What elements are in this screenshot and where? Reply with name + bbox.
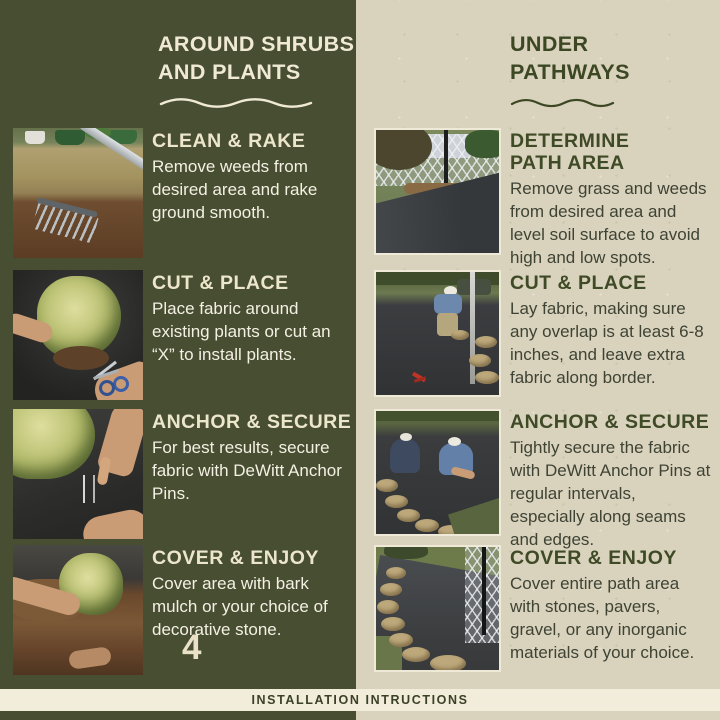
- photo-securing-fabric: [374, 409, 501, 536]
- worker-shirt-shape: [434, 294, 462, 314]
- step-body: Cover entire path area with stones, pavers, gravel, or any inorganic materials of your choice.: [510, 574, 695, 662]
- page-number: 4: [182, 628, 202, 667]
- stone-shape: [451, 330, 469, 340]
- stone-shape: [402, 647, 430, 662]
- step-title: [510, 547, 711, 569]
- stone-shape: [386, 567, 406, 579]
- left-heading-line1: AROUND SHRUBS: [158, 32, 355, 56]
- left-step-4-text: [152, 547, 353, 641]
- step-body: Lay fabric, making sure any overlap is at least 6-8 inches, and leave extra fabric along border.: [510, 299, 704, 387]
- left-column-heading: [158, 30, 354, 86]
- photo-spreading-mulch: [13, 545, 143, 675]
- step-title: [510, 272, 711, 294]
- worker-hat-shape: [448, 437, 461, 446]
- hand-shape: [68, 646, 112, 670]
- step-body: Remove weeds from desired area and rake ground smooth.: [152, 157, 318, 222]
- step-body: For best results, secure fabric with DeWitt Anchor Pins.: [152, 438, 342, 503]
- white-pot-shape: [25, 131, 45, 144]
- fence-post-shape: [482, 547, 486, 635]
- stone-shape: [376, 479, 398, 492]
- step-title-line1: ANCHOR & SECURE: [510, 411, 710, 433]
- stone-shape: [389, 633, 413, 647]
- stone-shape: [469, 354, 491, 367]
- stone-shape: [380, 583, 402, 596]
- rake-head-shape: [30, 197, 98, 243]
- photo-fabric-by-fence: [374, 128, 501, 255]
- photo-laying-fabric: [374, 270, 501, 397]
- stone-shape: [381, 617, 405, 631]
- right-heading-line1: UNDER: [510, 32, 589, 56]
- step-title: [510, 411, 711, 433]
- step-body: Place fabric around existing plants or cut an “X” to install plants.: [152, 299, 331, 364]
- footer-bar: [0, 689, 720, 711]
- right-heading-line2: PATHWAYS: [510, 60, 630, 84]
- step-body: Cover area with bark mulch or your choice of decorative stone.: [152, 574, 328, 639]
- right-step-3-text: [510, 411, 711, 551]
- anchor-pin-shape: [83, 475, 95, 503]
- step-body: Tightly secure the fabric with DeWitt Anchor Pins at regular intervals, especially along seams and edges.: [510, 438, 711, 549]
- stone-shape: [385, 495, 408, 508]
- left-step-1-text: [152, 130, 353, 224]
- post-shape: [470, 272, 475, 384]
- right-step-4-text: [510, 547, 711, 664]
- step-title: CLEAN & RAKE: [152, 130, 306, 152]
- footer-label: INSTALLATION INTRUCTIONS: [251, 693, 469, 707]
- step-title: COVER & ENJOY: [152, 547, 319, 569]
- stone-shape: [475, 336, 497, 348]
- right-step-1-text: [510, 130, 711, 269]
- scissors-handle-shape: [113, 376, 129, 392]
- right-column-heading: [510, 30, 630, 86]
- hedge-shape: [376, 411, 499, 421]
- photo-shrub-fabric-scissors: [13, 270, 143, 400]
- left-step-2-text: [152, 272, 353, 366]
- step-title: CUT & PLACE: [152, 272, 289, 294]
- photo-finished-path: [374, 545, 501, 672]
- grass-patch-shape: [448, 495, 501, 536]
- worker-hat-shape: [400, 433, 412, 441]
- stone-shape: [377, 600, 399, 614]
- scissors-handle-shape: [99, 380, 115, 396]
- left-heading-line2: AND PLANTS: [158, 60, 301, 84]
- wavy-divider-right: [510, 96, 616, 110]
- step-title-line1: DETERMINE: [510, 130, 630, 152]
- wavy-divider-left: [158, 96, 314, 110]
- left-step-3-text: [152, 411, 353, 505]
- step-body: Remove grass and weeds from desired area and level soil surface to avoid high and low spots.: [510, 179, 707, 267]
- stone-shape: [397, 509, 420, 522]
- soil-circle-shape: [53, 346, 109, 370]
- worker-figure-shape: [390, 439, 420, 473]
- green-pot-shape: [55, 130, 85, 145]
- step-title-line2: PATH AREA: [510, 152, 625, 174]
- stone-shape: [475, 371, 499, 384]
- hedge-shape: [465, 130, 501, 158]
- shrub-shape: [13, 409, 95, 479]
- step-title-line1: COVER & ENJOY: [510, 547, 677, 569]
- hand-shape: [80, 507, 143, 539]
- stone-shape: [415, 519, 439, 532]
- step-title: ANCHOR & SECURE: [152, 411, 352, 433]
- step-title: [510, 130, 711, 174]
- step-title-line1: CUT & PLACE: [510, 272, 647, 294]
- right-step-2-text: [510, 272, 711, 389]
- stone-shape: [430, 655, 466, 672]
- photo-anchor-pin-install: [13, 409, 143, 539]
- photo-garden-rake-on-soil: [13, 128, 143, 258]
- shrub-shape: [384, 545, 428, 559]
